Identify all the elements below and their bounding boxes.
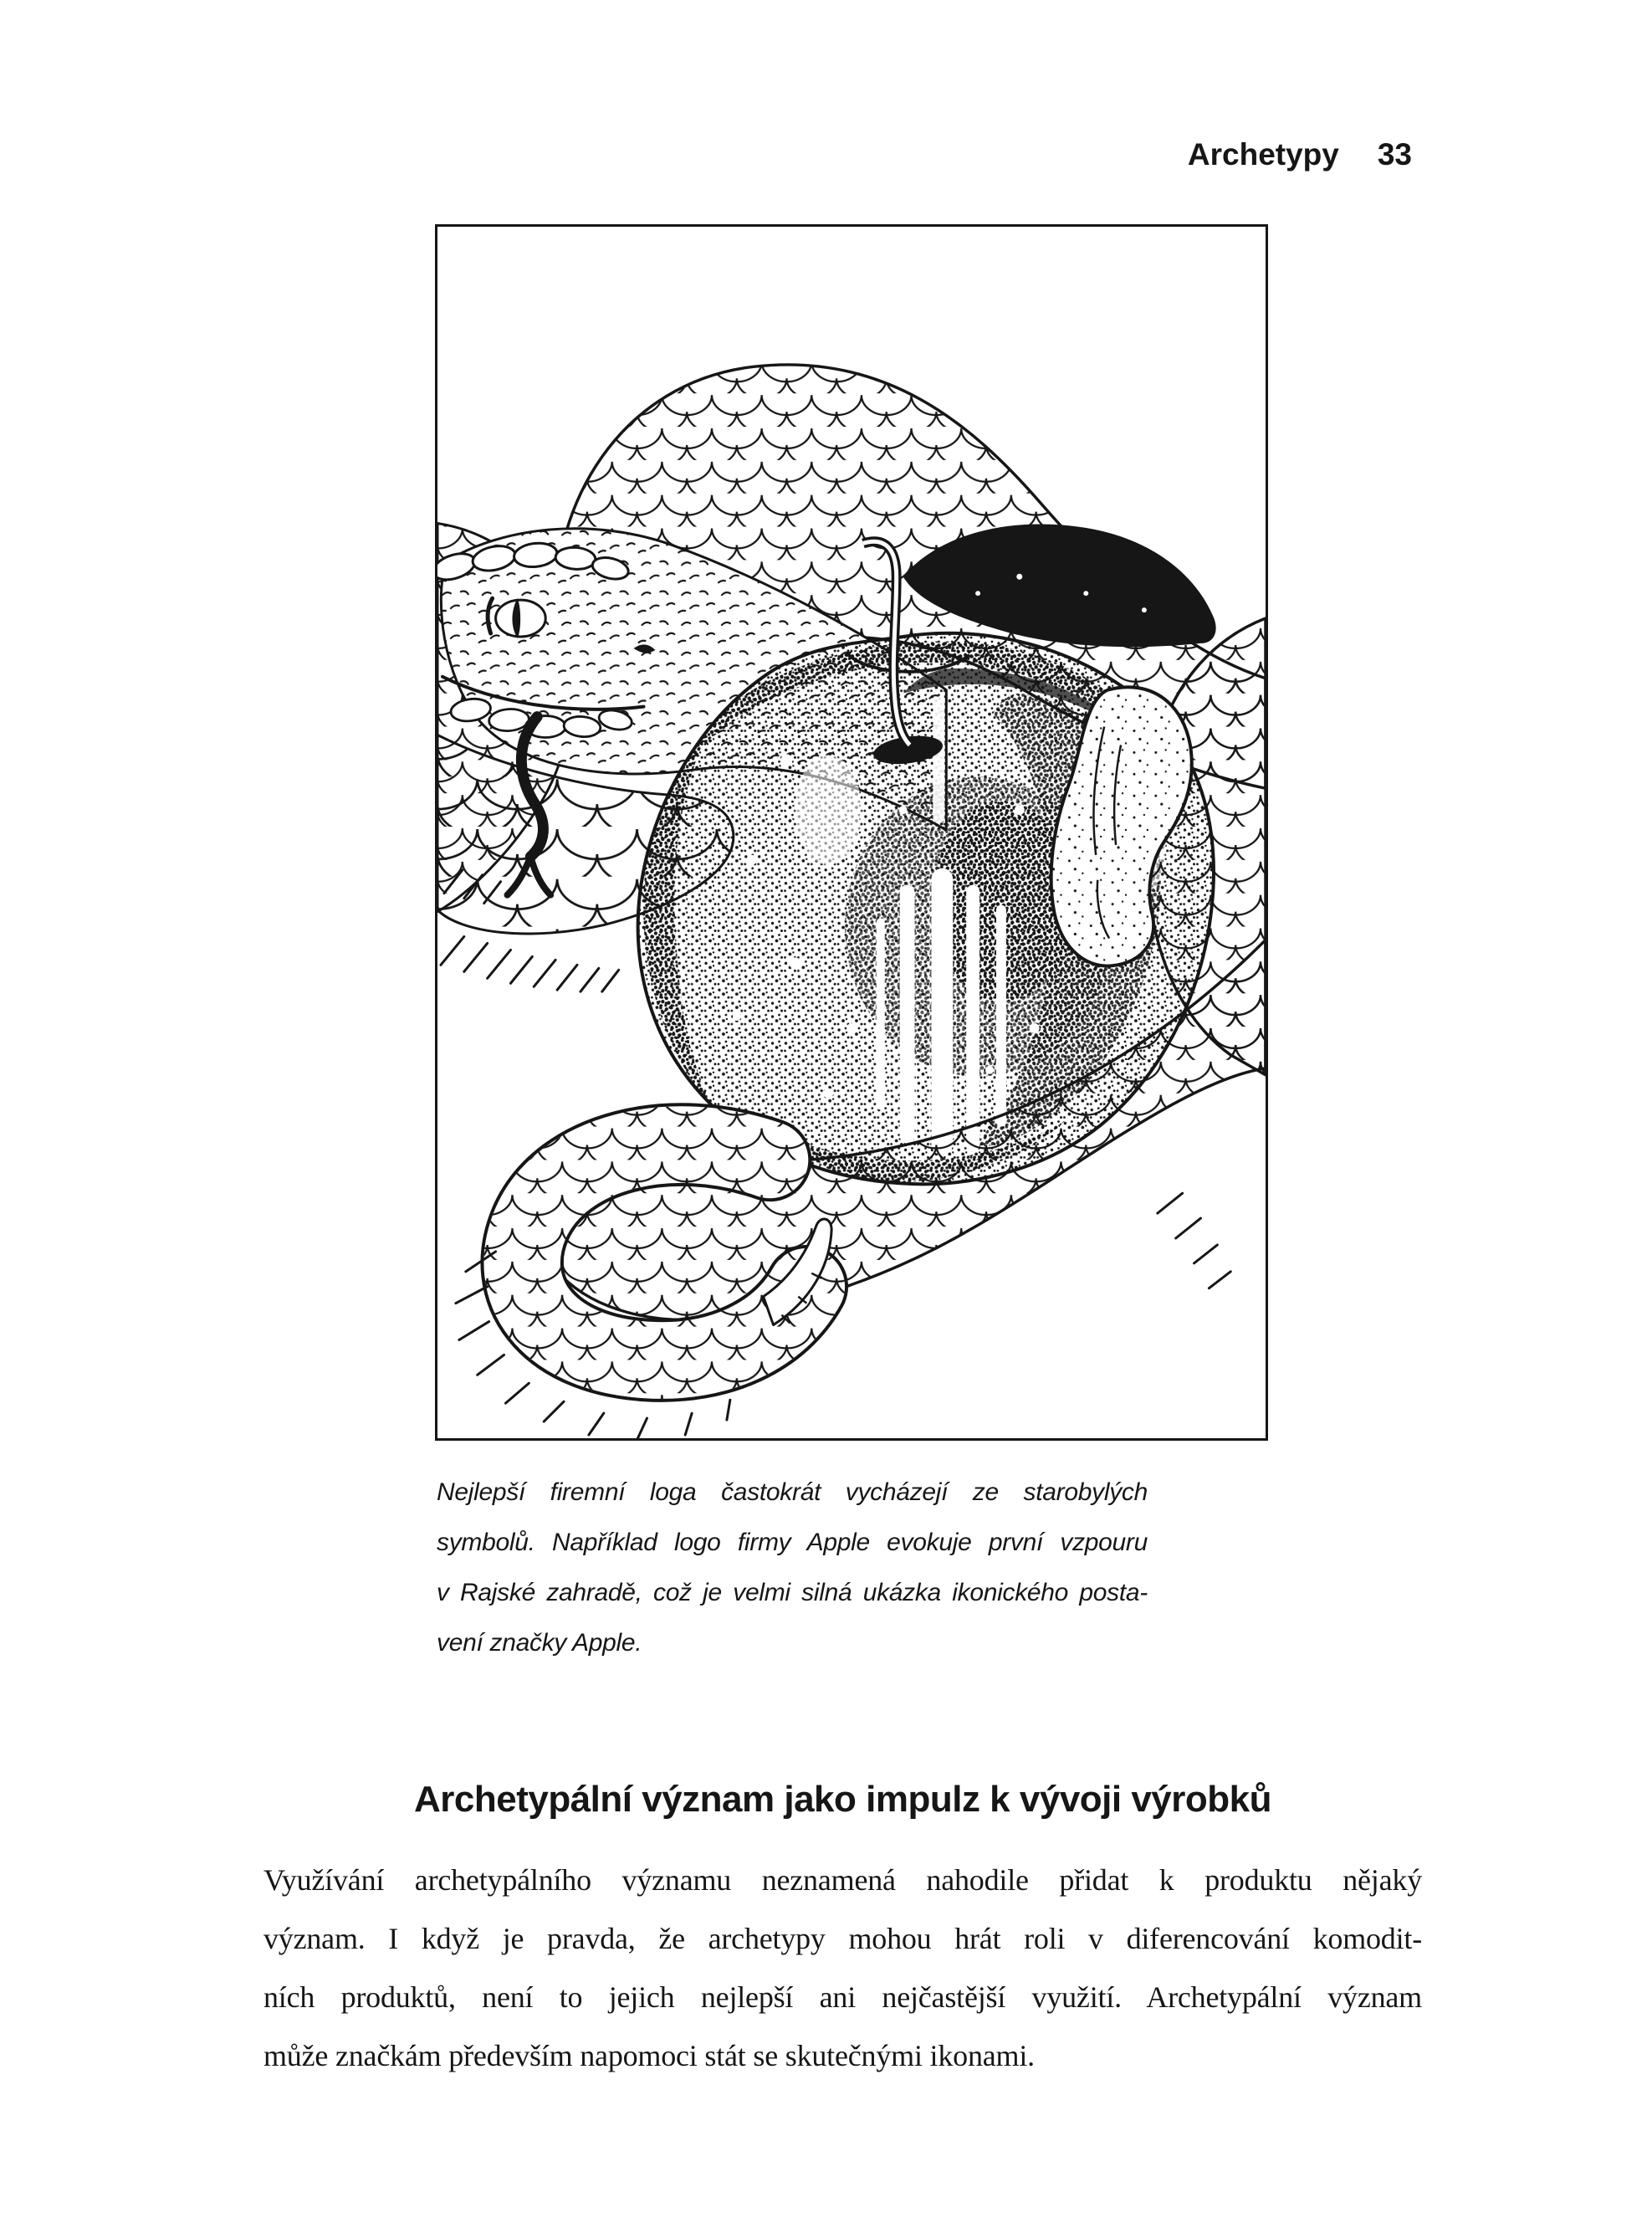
body-line: Využívání archetypálního významu neznamená nahodile přidat k produktu nějaký [263, 1863, 1422, 1897]
running-header [1188, 139, 1412, 170]
body-line: význam. I když je pravda, že archetypy mohou hrát roli v diferencování komodit- [263, 1922, 1422, 1955]
caption-line: vení značky Apple. [437, 1629, 642, 1657]
caption-line: symbolů. Například logo firmy Apple evokuje první vzpouru [437, 1529, 1148, 1556]
body-line: může značkám především napomoci stát se skutečnými ikonami. [263, 2039, 1035, 2072]
figure-frame [435, 224, 1268, 1441]
body-paragraph [263, 1851, 1422, 2085]
caption-line: Nejlepší firemní loga častokrát vycházejí ze starobylých [437, 1478, 1148, 1506]
body-line: ních produktů, není to jejich nejlepší ani nejčastější využití. Archetypální význam [263, 1980, 1422, 2014]
chapter-title: Archetypy [1187, 137, 1339, 172]
section-heading: Archetypální význam jako impulz k vývoji výrobků [413, 1778, 1272, 1820]
figure-caption [437, 1467, 1148, 1668]
page-number: 33 [1377, 137, 1412, 172]
snake-apple-illustration [437, 227, 1266, 1438]
caption-line: v Rajské zahradě, což je velmi silná ukázka ikonického posta- [437, 1579, 1148, 1606]
